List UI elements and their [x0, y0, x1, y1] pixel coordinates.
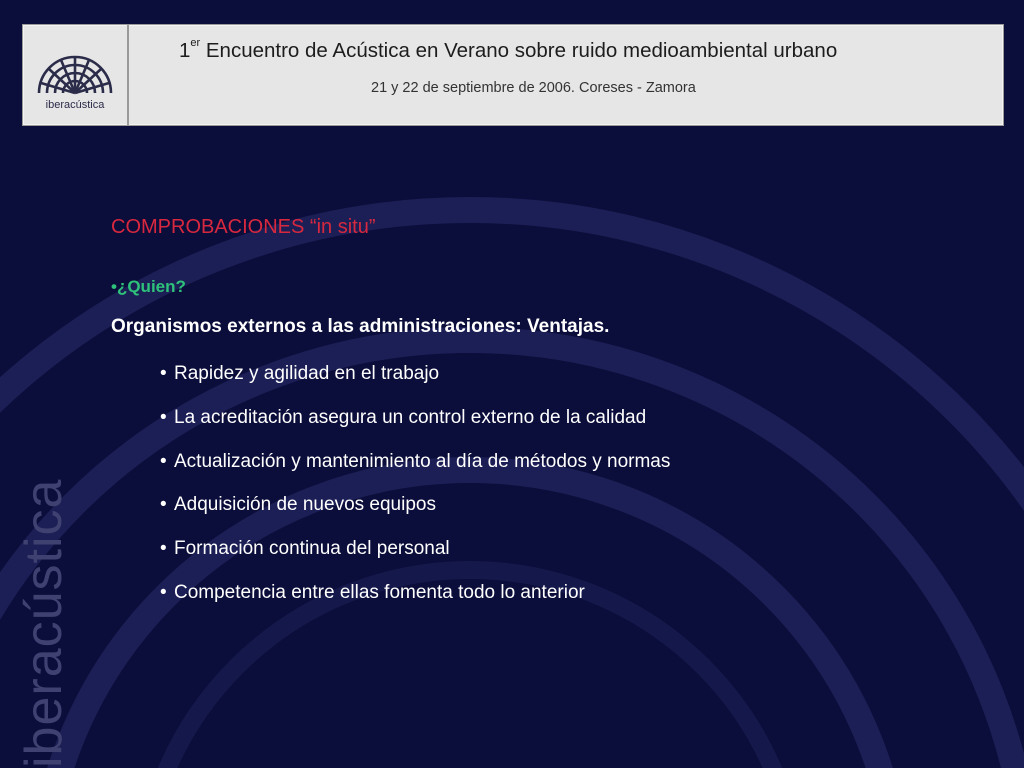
header-banner	[22, 24, 1004, 126]
bullet-icon: •	[160, 494, 167, 516]
list-item	[160, 494, 670, 538]
page-subtitle: 21 y 22 de septiembre de 2006. Coreses - Zamora	[371, 80, 696, 96]
logo	[23, 25, 129, 125]
list-item-text: Formación continua del personal	[174, 538, 450, 560]
list-item-text: Rapidez y agilidad en el trabajo	[174, 363, 440, 384]
logo-text: iberacústica	[45, 99, 105, 111]
list-item-text: Adquisición de nuevos equipos	[174, 494, 436, 516]
bullet-icon: •	[160, 538, 167, 560]
section-heading: COMPROBACIONES “in situ”	[111, 216, 376, 238]
list-item-text: Actualización y mantenimiento al día de métodos y normas	[174, 450, 671, 472]
dome-logo-icon	[35, 35, 115, 97]
list-item	[160, 407, 670, 451]
title-text: Encuentro de Acústica en Verano sobre ruido medioambiental urbano	[200, 39, 838, 62]
bullet-icon: •	[160, 406, 167, 428]
list-item-text: La acreditación asegura un control externo de la calidad	[174, 406, 647, 428]
bullet-icon: •	[160, 581, 167, 603]
page-title	[179, 39, 837, 63]
advantages-list	[160, 363, 670, 626]
title-number: 1	[179, 39, 191, 62]
question-label: •¿Quien?	[111, 277, 186, 296]
section-subheading: Organismos externos a las administraciones: Ventajas.	[111, 316, 610, 337]
list-item	[160, 538, 670, 582]
list-item	[160, 582, 670, 626]
bullet-icon: •	[160, 450, 167, 472]
watermark-logo-text: iberacústica	[15, 478, 73, 768]
title-superscript: er	[190, 37, 201, 50]
list-item	[160, 363, 670, 407]
list-item-text: Competencia entre ellas fomenta todo lo anterior	[174, 581, 585, 603]
list-item	[160, 451, 670, 495]
bullet-icon: •	[160, 363, 167, 384]
